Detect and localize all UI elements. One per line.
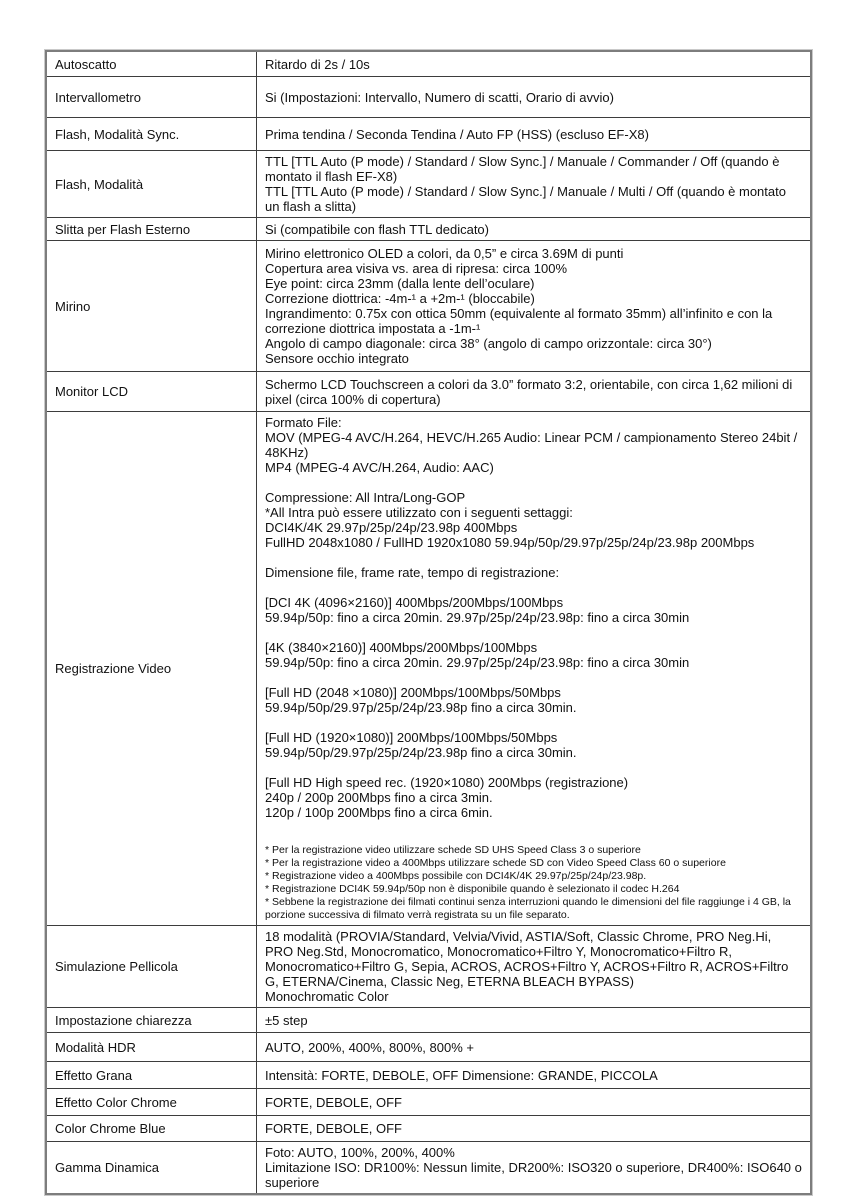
spec-value-line: Limitazione ISO: DR100%: Nessun limite, DR200%: ISO320 o superiore, DR400%: ISO640 o superiore [265, 1160, 802, 1190]
spec-value-line: FORTE, DEBOLE, OFF [265, 1121, 403, 1136]
spec-value [257, 372, 810, 411]
spec-footnote: * Per la registrazione video a 400Mbps utilizzare schede SD con Video Speed Class 60 o superiore [265, 857, 726, 869]
spec-label: Slitta per Flash Esterno [47, 218, 257, 240]
spec-value-line: Prima tendina / Seconda Tendina / Auto FP (HSS) (escluso EF-X8) [265, 126, 649, 142]
table-row [47, 412, 810, 926]
spec-value-line: Schermo LCD Touchscreen a colori da 3.0” formato 3:2, orientabile, con circa 1,62 milioni di pixel (circa 100% di copertura) [265, 376, 793, 407]
spec-value-line: Formato File: [265, 415, 342, 430]
spec-label: Autoscatto [47, 52, 257, 76]
spec-label: Effetto Color Chrome [47, 1089, 257, 1115]
spec-value [257, 218, 810, 240]
spec-value [257, 1062, 810, 1088]
spec-value-line [265, 760, 802, 775]
table-row [47, 1033, 810, 1062]
spec-value-line: ±5 step [265, 1012, 308, 1028]
table-row [47, 151, 810, 218]
spec-value-line: [Full HD (1920×1080)] 200Mbps/100Mbps/50Mbps [265, 730, 558, 745]
spec-value-line [265, 550, 802, 565]
spec-value [257, 412, 810, 925]
spec-value [257, 52, 810, 76]
spec-value-line: 120p / 100p 200Mbps fino a circa 6min. [265, 805, 493, 820]
spec-label: Color Chrome Blue [47, 1116, 257, 1141]
spec-footnote: * Per la registrazione video utilizzare schede SD UHS Speed Class 3 o superiore [265, 844, 641, 856]
spec-value [257, 1142, 810, 1193]
spec-label: Mirino [47, 241, 257, 371]
spec-value-line: TTL [TTL Auto (P mode) / Standard / Slow Sync.] / Manuale / Commander / Off (quando è montato il flash EF-X8) [265, 154, 780, 184]
spec-value-line: FORTE, DEBOLE, OFF [265, 1094, 403, 1110]
spec-value-line: 18 modalità (PROVIA/Standard, Velvia/Vivid, ASTIA/Soft, Classic Chrome, PRO Neg.Hi, PRO Neg.Std, Monocromatico, Monocromatico+Filtro Y, Monocromatico+Filtro R, Monocromatico+Filtro G, Sepia, ACROS, ACROS+Filtro Y, ACROS+Filtro R, ACROS+Filtro G, ETERNA/Cinema, Classic Neg, ETERNA BLEACH BYPASS) [265, 929, 789, 989]
spec-value-line: Eye point: circa 23mm (dalla lente dell’oculare) [265, 276, 535, 291]
spec-value-line: FullHD 2048x1080 / FullHD 1920x1080 59.94p/50p/29.97p/25p/24p/23.98p 200Mbps [265, 535, 755, 550]
spec-label: Monitor LCD [47, 372, 257, 411]
spec-value-line: Dimensione file, frame rate, tempo di registrazione: [265, 565, 560, 580]
table-row [47, 372, 810, 412]
spec-value [257, 118, 810, 150]
spec-value-line: [4K (3840×2160)] 400Mbps/200Mbps/100Mbps [265, 640, 538, 655]
spec-value-line: 240p / 200p 200Mbps fino a circa 3min. [265, 790, 493, 805]
spec-value-line: MOV (MPEG-4 AVC/H.264, HEVC/H.265 Audio: Linear PCM / campionamento Stereo 24bit / 48KHz) [265, 430, 798, 460]
video-footnotes [265, 844, 802, 922]
spec-value [257, 1008, 810, 1032]
spec-value-line: Correzione diottrica: -4m-¹ a +2m-¹ (bloccabile) [265, 291, 535, 306]
spec-value-line: Foto: AUTO, 100%, 200%, 400% [265, 1145, 455, 1160]
spec-label: Simulazione Pellicola [47, 926, 257, 1007]
spec-label: Impostazione chiarezza [47, 1008, 257, 1032]
spec-value-line: 59.94p/50p: fino a circa 20min. 29.97p/25p/24p/23.98p: fino a circa 30min [265, 655, 690, 670]
spec-value-line: MP4 (MPEG-4 AVC/H.264, Audio: AAC) [265, 460, 494, 475]
table-row [47, 1142, 810, 1193]
table-row [47, 1116, 810, 1142]
spec-value-line: Monochromatic Color [265, 989, 389, 1004]
spec-value-line: AUTO, 200%, 400%, 800%, 800% + [265, 1039, 474, 1055]
spec-value-line: Copertura area visiva vs. area di ripresa: circa 100% [265, 261, 568, 276]
spec-value-line: [DCI 4K (4096×2160)] 400Mbps/200Mbps/100Mbps [265, 595, 564, 610]
table-row [47, 218, 810, 241]
spec-label: Flash, Modalità [47, 151, 257, 217]
spec-value-line: Intensità: FORTE, DEBOLE, OFF Dimensione: GRANDE, PICCOLA [265, 1067, 658, 1083]
spec-value-line: Angolo di campo diagonale: circa 38° (angolo di campo orizzontale: circa 30°) [265, 336, 712, 351]
spec-label: Gamma Dinamica [47, 1142, 257, 1193]
camera-spec-table [45, 50, 812, 1195]
spec-footnote: * Registrazione video a 400Mbps possibile con DCI4K/4K 29.97p/25p/24p/23.98p. [265, 870, 647, 882]
spec-label: Flash, Modalità Sync. [47, 118, 257, 150]
spec-footnote: * Registrazione DCI4K 59.94p/50p non è disponibile quando è selezionato il codec H.264 [265, 883, 680, 895]
table-row [47, 1089, 810, 1116]
spec-value-line: Compressione: All Intra/Long-GOP [265, 490, 466, 505]
spec-value-line: 59.94p/50p/29.97p/25p/24p/23.98p fino a circa 30min. [265, 745, 577, 760]
table-row [47, 77, 810, 118]
spec-value-line: TTL [TTL Auto (P mode) / Standard / Slow Sync.] / Manuale / Multi / Off (quando è montato un flash a slitta) [265, 184, 786, 214]
table-row [47, 1062, 810, 1089]
spec-value [257, 77, 810, 117]
spec-value-line: Ingrandimento: 0.75x con ottica 50mm (equivalente al formato 35mm) all’infinito e con la correzione diottrica impostata a -1m-¹ [265, 306, 773, 336]
table-row [47, 926, 810, 1008]
table-row [47, 241, 810, 372]
spec-footnote: * Sebbene la registrazione dei filmati continui senza interruzioni quando le dimensioni del file raggiunge i 4 GB, la porzione successiva di filmato verrà registrata su un file separato. [265, 896, 791, 921]
spec-value [257, 241, 810, 371]
spec-value [257, 926, 810, 1007]
spec-label: Registrazione Video [47, 412, 257, 925]
spec-value-line [265, 475, 802, 490]
spec-value-line [265, 625, 802, 640]
table-row [47, 1008, 810, 1033]
spec-value-line: Si (compatibile con flash TTL dedicato) [265, 221, 489, 237]
spec-value-line: Ritardo di 2s / 10s [265, 56, 370, 72]
spec-value-line [265, 580, 802, 595]
table-row [47, 118, 810, 151]
table-row [47, 52, 810, 77]
spec-value-line: Sensore occhio integrato [265, 351, 409, 366]
spec-value-line: *All Intra può essere utilizzato con i seguenti settaggi: [265, 505, 573, 520]
spec-value [257, 1033, 810, 1061]
spec-label: Modalità HDR [47, 1033, 257, 1061]
spec-value-line: [Full HD High speed rec. (1920×1080) 200Mbps (registrazione) [265, 775, 629, 790]
spec-value [257, 1089, 810, 1115]
spec-value-line: Mirino elettronico OLED a colori, da 0,5” e circa 3.69M di punti [265, 246, 624, 261]
spec-value-line: 59.94p/50p: fino a circa 20min. 29.97p/25p/24p/23.98p: fino a circa 30min [265, 610, 690, 625]
spec-value-line: [Full HD (2048 ×1080)] 200Mbps/100Mbps/50Mbps [265, 685, 561, 700]
spec-value-line: 59.94p/50p/29.97p/25p/24p/23.98p fino a circa 30min. [265, 700, 577, 715]
spec-value-line: Si (Impostazioni: Intervallo, Numero di scatti, Orario di avvio) [265, 89, 614, 105]
spec-value [257, 151, 810, 217]
spec-value-line [265, 670, 802, 685]
spec-value-line [265, 715, 802, 730]
spec-label: Effetto Grana [47, 1062, 257, 1088]
spec-label: Intervallometro [47, 77, 257, 117]
spec-value [257, 1116, 810, 1141]
spec-value-line: DCI4K/4K 29.97p/25p/24p/23.98p 400Mbps [265, 520, 518, 535]
